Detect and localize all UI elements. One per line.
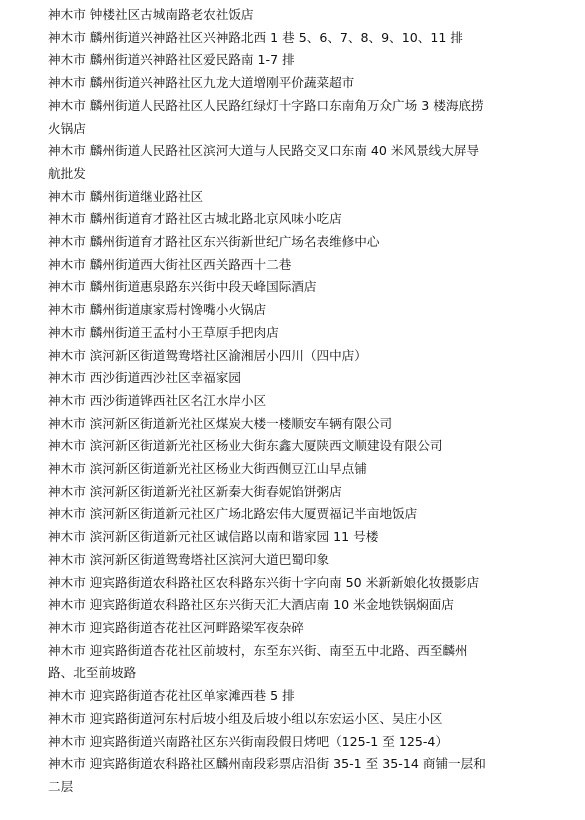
list-item: 神木市 迎宾路街道河东村后坡小组及后坡小组以东宏运小区、吴庄小区 (48, 710, 443, 726)
list-item: 神木市 迎宾路街道杏花社区河畔路梁军夜杂碎 (48, 619, 304, 635)
list-item: 神木市 迎宾路街道杏花社区前坡村，东至东兴街、南至五中北路、西至麟州路、北至前坡路 (48, 642, 468, 681)
list-item: 神木市 滨河新区街道新光社区新秦大街春妮馅饼粥店 (48, 483, 342, 499)
list-item: 神木市 迎宾路街道农科路社区农科路东兴街十字向南 50 米新新娘化妆摄影店 (48, 574, 480, 590)
list-item: 神木市 钟楼社区古城南路老农社饭店 (48, 7, 254, 22)
list-item: 神木市 麟州街道西大街社区西关路西十二巷 (48, 256, 292, 272)
list-item: 神木市 麟州街道兴神路社区爱民路南 1-7 排 (48, 52, 295, 68)
list-item: 神木市 迎宾路街道杏花社区单家滩西巷 5 排 (48, 688, 295, 704)
list-item: 神木市 滨河新区街道新元社区诚信路以南和谐家园 11 号楼 (48, 529, 379, 545)
list-item: 神木市 麟州街道兴神路社区兴神路北西 1 巷 5、6、7、8、9、10、11 排 (48, 29, 463, 45)
list-item: 神木市 迎宾路街道农科路社区麟州南段彩票店沿街 35-1 至 35-14 商铺一层和二层 (48, 756, 486, 794)
list-item: 神木市 滨河新区街道新光社区煤炭大楼一楼顺安车辆有限公司 (48, 415, 393, 431)
list-item: 神木市 麟州街道育才路社区东兴街新世纪广场名表维修中心 (48, 234, 380, 250)
list-item: 神木市 滨河新区街道鸳鸯塔社区渝湘居小四川（四中店） (48, 347, 367, 363)
list-item: 神木市 西沙街道铧西社区名江水岸小区 (48, 392, 267, 408)
list-item: 神木市 迎宾路街道农科路社区东兴街天汇大酒店南 10 米金地铁锅焖面店 (48, 597, 454, 613)
list-item: 神木市 西沙街道西沙社区幸福家园 (48, 370, 241, 386)
list-item: 神木市 滨河新区街道新光社区杨业大街东鑫大厦陕西文顺建设有限公司 (48, 438, 443, 454)
list-item: 神木市 迎宾路街道兴南路社区东兴街南段假日烤吧（125-1 至 125-4） (48, 733, 449, 749)
list-item: 神木市 麟州街道人民路社区滨河大道与人民路交叉口东南 40 米风景线大屏导航批发 (48, 143, 480, 181)
list-item: 神木市 滨河新区街道鸳鸯塔社区滨河大道巴蜀印象 (48, 551, 330, 567)
list-item: 神木市 麟州街道王孟村小王草原手把肉店 (48, 324, 279, 340)
list-item: 神木市 麟州街道继业路社区 (48, 188, 204, 204)
list-item: 神木市 麟州街道兴神路社区九龙大道增刚平价蔬菜超市 (48, 75, 355, 91)
list-item: 神木市 麟州街道康家焉村馋嘴小火锅店 (48, 302, 267, 318)
list-item: 神木市 麟州街道惠泉路东兴街中段天峰国际酒店 (48, 279, 317, 295)
list-item: 神木市 滨河新区街道新光社区杨业大街西侧豆江山早点铺 (48, 461, 367, 477)
list-item: 神木市 滨河新区街道新元社区广场北路宏伟大厦贾福记半亩地饭店 (48, 506, 418, 522)
list-item: 神木市 麟州街道人民路社区人民路红绿灯十字路口东南角万众广场 3 楼海底捞火锅店 (48, 97, 484, 136)
list-item: 神木市 麟州街道育才路社区古城北路北京风味小吃店 (48, 211, 342, 227)
